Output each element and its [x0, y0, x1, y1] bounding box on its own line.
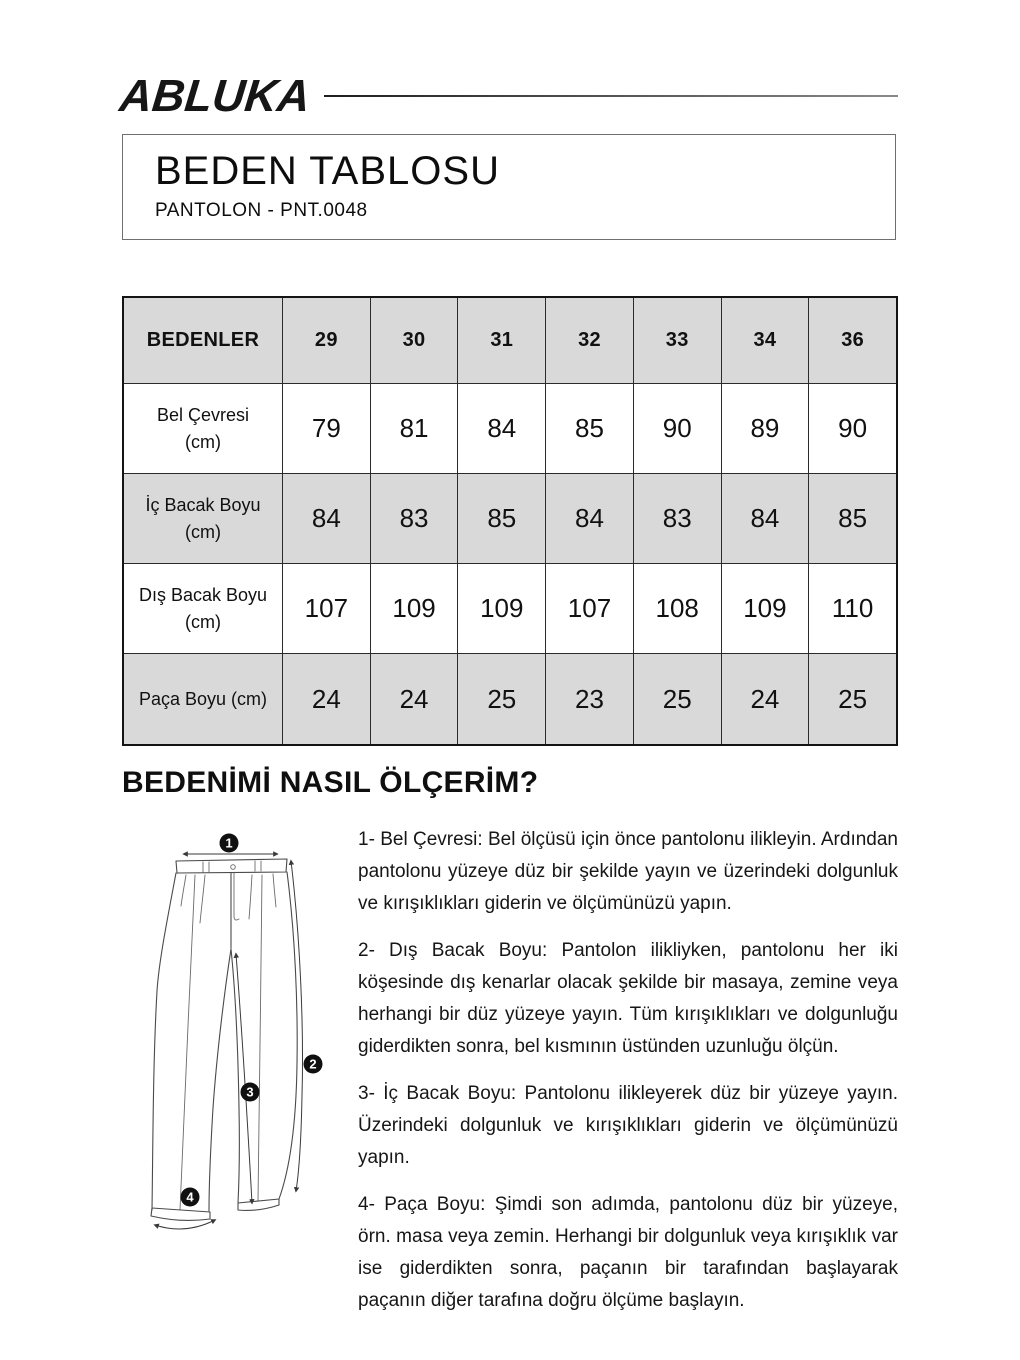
- how-to-measure-heading: BEDENİMİ NASIL ÖLÇERİM?: [122, 766, 539, 799]
- size-value-cell: 24: [371, 654, 458, 744]
- size-value-cell: 90: [634, 384, 721, 473]
- size-value-cell: 84: [546, 474, 633, 563]
- right-hem: [238, 1199, 279, 1210]
- svg-text:1: 1: [225, 835, 233, 851]
- pants-diagram: [138, 826, 328, 1238]
- size-value-cell: 84: [458, 384, 545, 473]
- table-header-size: 29: [283, 298, 370, 383]
- size-value-cell: 83: [371, 474, 458, 563]
- row-label-ic-bacak-boyu: İç Bacak Boyu (cm): [124, 474, 282, 563]
- product-code: PANTOLON - PNT.0048: [155, 200, 368, 221]
- size-value-cell: 24: [722, 654, 809, 744]
- instruction-step-3: 3- İç Bacak Boyu: Pantolonu ilikleyerek düz bir yüzeye yayın. Üzerindeki dolgunluk ve kırışıklıkları giderin ve ölçümünüzü yapın.: [358, 1083, 898, 1168]
- size-value-cell: 25: [809, 654, 896, 744]
- measuring-instructions: [358, 824, 898, 1332]
- table-header-size: 33: [634, 298, 721, 383]
- size-value-cell: 89: [722, 384, 809, 473]
- size-value-cell: 25: [634, 654, 721, 744]
- marker-2: [304, 1055, 323, 1074]
- marker-4: [181, 1188, 200, 1207]
- left-hem: [151, 1208, 210, 1220]
- size-value-cell: 85: [458, 474, 545, 563]
- instruction-step-2: 2- Dış Bacak Boyu: Pantolon ilikliyken, pantolonu her iki köşesinde dış kenarlar olacak şekilde bir masaya, zemine veya herhangi bir düz yüzeye yayın. Tüm kırışıklıkları ve dolgunluğu giderdikten sonra, bel kısmının üstünden uzunluğu ölçün.: [358, 940, 898, 1057]
- size-value-cell: 24: [283, 654, 370, 744]
- size-value-cell: 84: [283, 474, 370, 563]
- size-value-cell: 25: [458, 654, 545, 744]
- size-value-cell: 110: [809, 564, 896, 653]
- size-value-cell: 109: [722, 564, 809, 653]
- size-value-cell: 79: [283, 384, 370, 473]
- brand-logo: ABLUKA: [117, 70, 313, 121]
- size-value-cell: 84: [722, 474, 809, 563]
- svg-text:4: 4: [186, 1189, 194, 1205]
- size-value-cell: 108: [634, 564, 721, 653]
- size-value-cell: 107: [283, 564, 370, 653]
- table-header-sizes: BEDENLER: [124, 298, 282, 383]
- size-value-cell: 90: [809, 384, 896, 473]
- table-header-size: 32: [546, 298, 633, 383]
- button: [231, 865, 236, 870]
- svg-text:2: 2: [309, 1056, 317, 1072]
- size-value-cell: 85: [809, 474, 896, 563]
- size-value-cell: 107: [546, 564, 633, 653]
- row-label-bel-cevresi: Bel Çevresi (cm): [124, 384, 282, 473]
- page-title: BEDEN TABLOSU: [155, 149, 500, 193]
- size-value-cell: 23: [546, 654, 633, 744]
- table-header-size: 34: [722, 298, 809, 383]
- waistband: [176, 859, 287, 873]
- size-value-cell: 109: [371, 564, 458, 653]
- table-header-size: 31: [458, 298, 545, 383]
- title-box: [122, 134, 896, 240]
- svg-text:3: 3: [246, 1084, 254, 1100]
- instruction-step-1: 1- Bel Çevresi: Bel ölçüsü için önce pantolonu ilikleyin. Ardından pantolonu yüzeye düz bir şekilde yayın ve üzerindeki dolgunluk ve kırışıklıkları giderin ve ölçümünüzü yapın.: [358, 829, 898, 914]
- table-header-size: 36: [809, 298, 896, 383]
- fly-line: [234, 873, 239, 920]
- brand-header: [117, 70, 898, 121]
- size-table: [122, 296, 898, 746]
- size-value-cell: 81: [371, 384, 458, 473]
- instruction-step-4: 4- Paça Boyu: Şimdi son adımda, pantolonu düz bir yüzeye, örn. masa veya zemin. Herhangi bir dolgunluk veya kırışıklık var ise giderdikten sonra, paçanın bir tarafından başlayarak paçanın diğer tarafına doğru ölçüme başlayın.: [358, 1194, 898, 1311]
- size-value-cell: 85: [546, 384, 633, 473]
- table-header-size: 30: [371, 298, 458, 383]
- row-label-dis-bacak-boyu: Dış Bacak Boyu (cm): [124, 564, 282, 653]
- marker-3: [241, 1083, 260, 1102]
- header-rule: [324, 95, 898, 97]
- size-value-cell: 109: [458, 564, 545, 653]
- hem-measure-arrow: [155, 1220, 215, 1229]
- size-value-cell: 83: [634, 474, 721, 563]
- marker-1: [220, 834, 239, 853]
- pants-sketch: [138, 826, 328, 1238]
- row-label-paca-boyu: Paça Boyu (cm): [124, 654, 282, 744]
